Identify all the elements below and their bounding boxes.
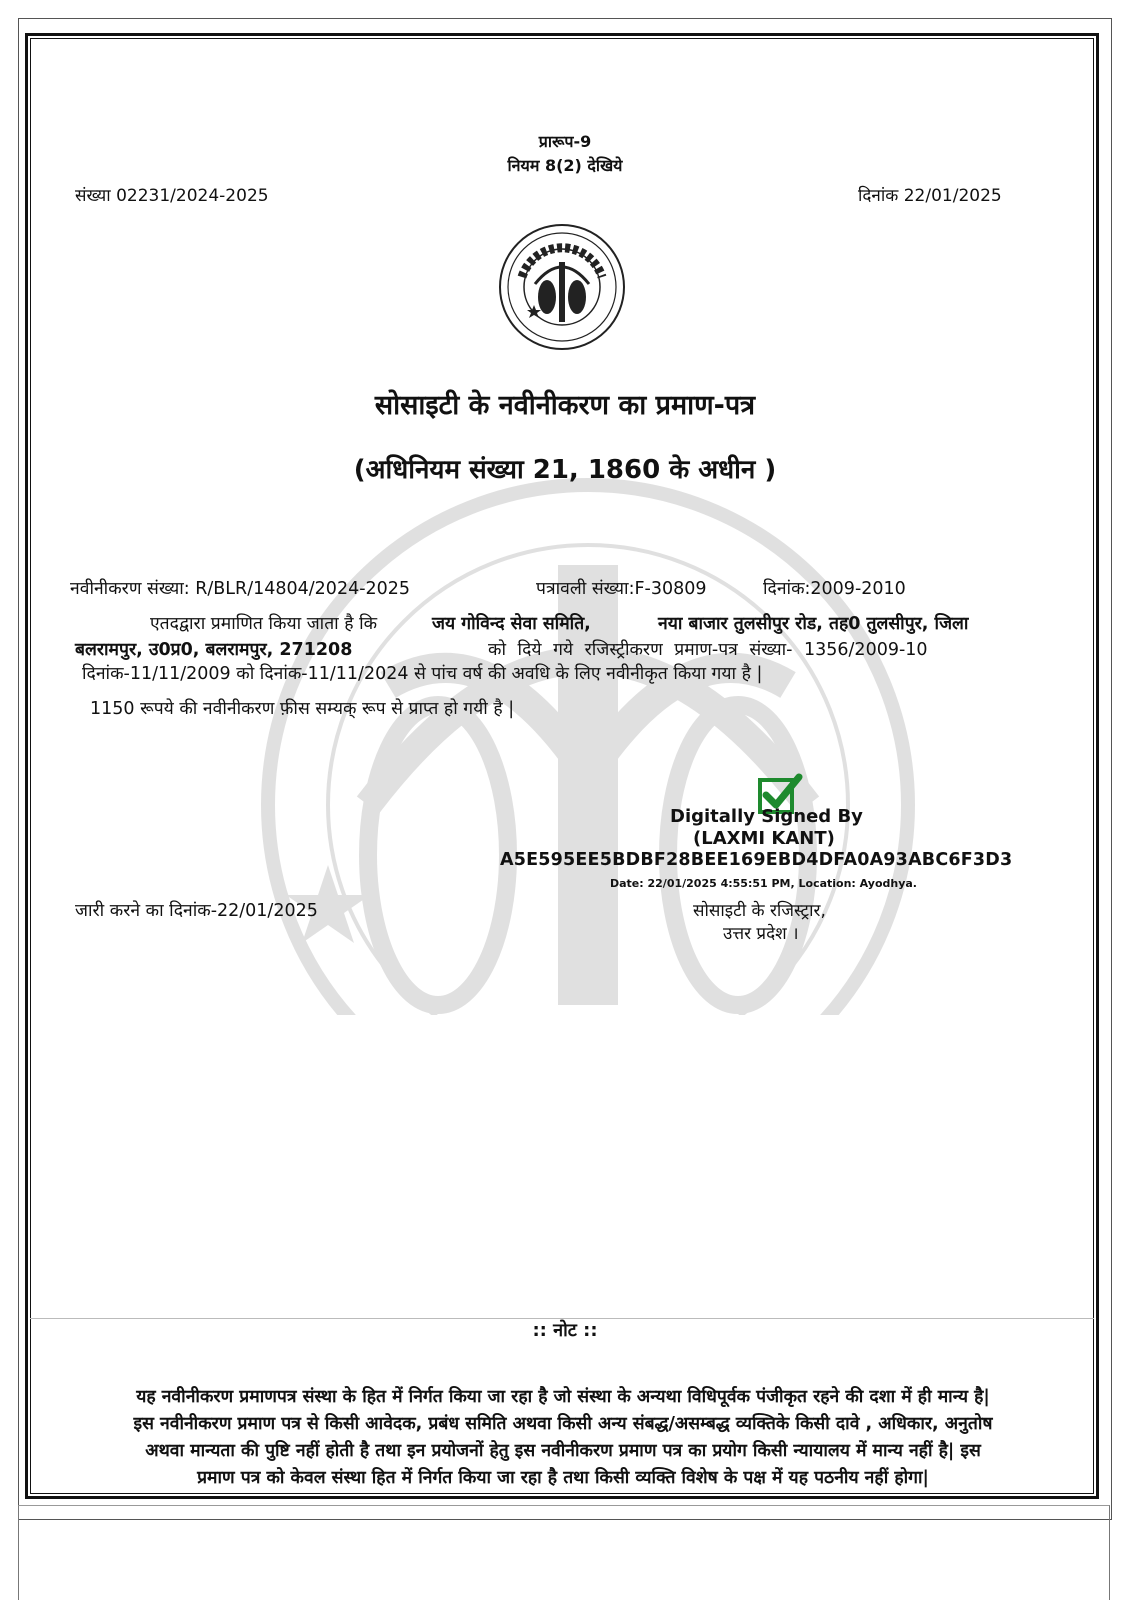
reference-date: दिनांक:2009-2010 [763, 579, 906, 599]
issue-date: जारी करने का दिनांक-22/01/2025 [75, 901, 318, 921]
header-date: दिनांक 22/01/2025 [858, 186, 1002, 206]
note-heading: :: नोट :: [532, 1320, 598, 1341]
certificate-title: सोसाइटी के नवीनीकरण का प्रमाण-पत्र [374, 390, 756, 421]
society-name: जय गोविन्द सेवा समिति, [432, 614, 591, 634]
note-line: अथवा मान्यता की पुष्टि नहीं होती है तथा इन प्रयोजनों हेतु इस नवीनीकरण प्रमाण पत्र का प्रयोग किसी न्यायालय में मान्य नहीं है| इस [145, 1441, 981, 1461]
body-line-2: को दिये गये रजिस्ट्रीकरण प्रमाण-पत्र संख्या- 1356/2009-10 [488, 640, 928, 660]
note-line: प्रमाण पत्र को केवल संस्था हित में निर्गत किया जा रहा है तथा किसी व्यक्ति विशेष के पक्ष में यह पठनीय नहीं होगा| [197, 1468, 929, 1488]
note-line: यह नवीनीकरण प्रमाणपत्र संस्था के हित में निर्गत किया जा रहा है जो संस्था के अन्यथा विधिपूर्वक पंजीकृत रहने की दशा में ही मान्य है| [136, 1387, 990, 1407]
watermark-emblem-icon [238, 475, 938, 1015]
signer-name: (LAXMI KANT) [693, 828, 835, 849]
rule-reference: नियम 8(2) देखिये [507, 156, 623, 175]
signature-meta: Date: 22/01/2025 4:55:51 PM, Location: Ayodhya. [610, 877, 917, 890]
form-label: प्रारूप-9 [538, 132, 592, 151]
society-address-part1: नया बाजार तुलसीपुर रोड, तह0 तुलसीपुर, जिला [658, 614, 969, 634]
certificate-number: संख्या 02231/2024-2025 [75, 186, 269, 206]
file-number: पत्रावली संख्या:F-30809 [536, 579, 707, 599]
registrar-designation: सोसाइटी के रजिस्ट्रार, [693, 901, 826, 921]
certificate-subtitle: (अधिनियम संख्या 21, 1860 के अधीन ) [353, 455, 777, 485]
note-body [30, 1384, 1096, 1492]
signed-by-label: Digitally Signed By [670, 806, 863, 827]
page-footer-area [18, 1505, 1110, 1600]
registrar-state: उत्तर प्रदेश । [723, 924, 799, 944]
body-line-1-prefix: एतदद्वारा प्रमाणित किया जाता है कि [150, 614, 378, 634]
note-line: इस नवीनीकरण प्रमाण पत्र से किसी आवेदक, प्रबंध समिति अथवा किसी अन्य संबद्ध/असम्बद्ध व्यक्तिके किसी दावे , अधिकार, अनुतोष [133, 1414, 993, 1434]
society-address-part2: बलरामपुर, उ0प्र0, बलरामपुर, 271208 [75, 640, 353, 660]
up-government-emblem-icon [497, 222, 627, 352]
signature-hash: A5E595EE5BDBF28BEE169EBD4DFA0A93ABC6F3D3 [500, 850, 1013, 870]
renewal-number: नवीनीकरण संख्या: R/BLR/14804/2024-2025 [70, 579, 411, 599]
fee-line: 1150 रूपये की नवीनीकरण फ़ीस सम्यक् रूप से प्राप्त हो गयी है | [90, 699, 515, 719]
body-line-3: दिनांक-11/11/2009 को दिनांक-11/11/2024 से पांच वर्ष की अवधि के लिए नवीनीकृत किया गया है | [82, 664, 763, 684]
